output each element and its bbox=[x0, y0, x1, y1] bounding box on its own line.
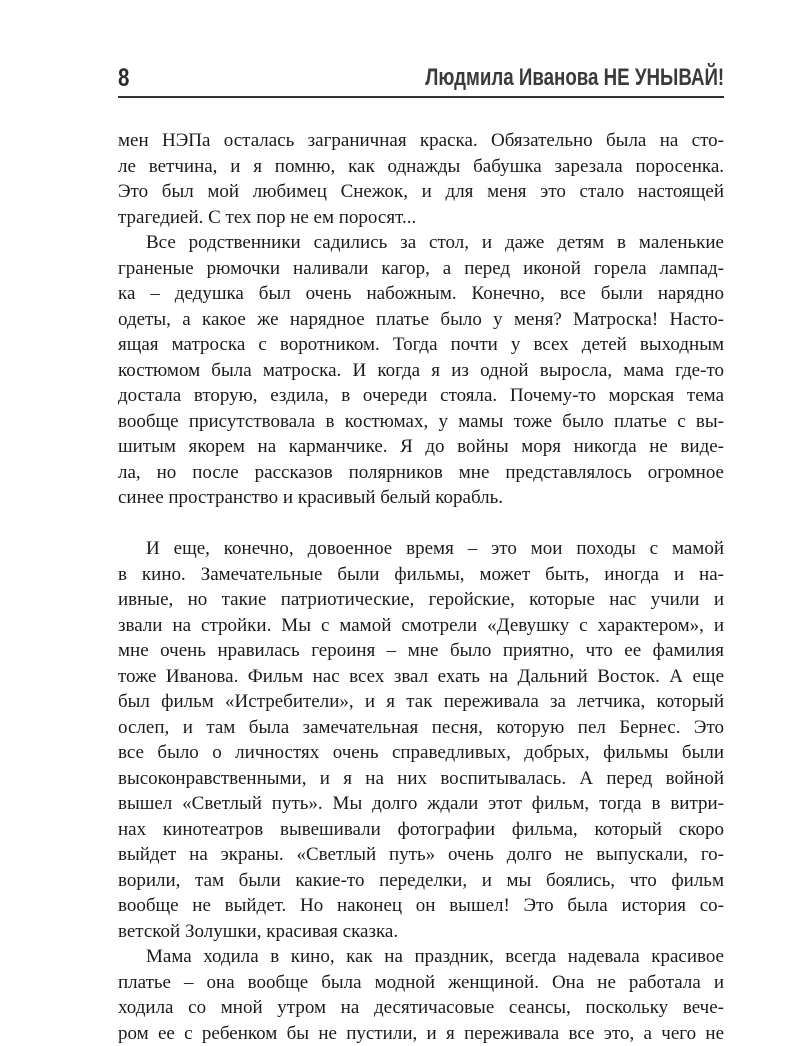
text-line: тоже Иванова. Фильм нас всех звал ехать на Дальний Восток. А еще bbox=[118, 664, 724, 690]
running-header bbox=[118, 58, 724, 98]
text-line: Мама ходила в кино, как на праздник, всегда надевала красивое bbox=[118, 944, 724, 970]
running-header-title: Людмила Иванова НЕ УНЫВАЙ! bbox=[425, 64, 724, 92]
text-line: ла, но после рассказов полярников мне представлялось огромное bbox=[118, 460, 724, 486]
text-line: трагедией. С тех пор не ем поросят... bbox=[118, 205, 724, 231]
paragraph bbox=[118, 230, 724, 511]
text-line: вообще присутствовала в костюмах, у мамы тоже было платье с вы- bbox=[118, 409, 724, 435]
text-line: вообще не выйдет. Но наконец он вышел! Это была история со- bbox=[118, 893, 724, 919]
text-line: высоконравственными, и я на них воспитывалась. А перед войной bbox=[118, 766, 724, 792]
text-line: граненые рюмочки наливали кагор, а перед иконой горела лампад- bbox=[118, 256, 724, 282]
paragraph bbox=[118, 944, 724, 1046]
text-line: ворили, там были какие-то переделки, и мы боялись, что фильм bbox=[118, 868, 724, 894]
text-line: звали на стройки. Мы с мамой смотрели «Девушку с характером», и bbox=[118, 613, 724, 639]
text-line: И еще, конечно, довоенное время – это мои походы с мамой bbox=[118, 536, 724, 562]
text-line: в кино. Замечательные были фильмы, может быть, иногда и на- bbox=[118, 562, 724, 588]
paragraph-gap bbox=[118, 511, 724, 537]
text-line: ослеп, и там была замечательная песня, которую пел Бернес. Это bbox=[118, 715, 724, 741]
text-line: нах кинотеатров вывешивали фотографии фильма, который скоро bbox=[118, 817, 724, 843]
paragraph bbox=[118, 536, 724, 944]
text-line: Все родственники садились за стол, и даже детям в маленькие bbox=[118, 230, 724, 256]
text-line: был фильм «Истребители», и я так переживала за летчика, который bbox=[118, 689, 724, 715]
header-rule bbox=[118, 96, 724, 98]
text-line: ка – дедушка был очень набожным. Конечно, все были нарядно bbox=[118, 281, 724, 307]
page-number: 8 bbox=[118, 64, 129, 92]
text-line: одеты, а какое же нарядное платье было у меня? Матроска! Насто- bbox=[118, 307, 724, 333]
text-line: костюмом была матроска. И когда я из одной выросла, мама где-то bbox=[118, 358, 724, 384]
text-line: платье – она вообще была модной женщиной. Она не работала и bbox=[118, 970, 724, 996]
text-line: ветской Золушки, красивая сказка. bbox=[118, 919, 724, 945]
text-line: шитым якорем на карманчике. Я до войны моря никогда не виде- bbox=[118, 434, 724, 460]
text-line: выйдет на экраны. «Светлый путь» очень долго не выпускали, го- bbox=[118, 842, 724, 868]
text-line: достала вторую, ездила, в очереди стояла. Почему-то морская тема bbox=[118, 383, 724, 409]
text-line: ящая матроска с воротником. Тогда почти у всех детей выходным bbox=[118, 332, 724, 358]
text-line: синее пространство и красивый белый корабль. bbox=[118, 485, 724, 511]
text-line: ивные, но такие патриотические, геройские, которые нас учили и bbox=[118, 587, 724, 613]
text-line: вышел «Светлый путь». Мы долго ждали этот фильм, тогда в витри- bbox=[118, 791, 724, 817]
text-line: все было о личностях очень справедливых, добрых, фильмы были bbox=[118, 740, 724, 766]
text-line: ром ее с ребенком бы не пустили, и я переживала все это, а чего не bbox=[118, 1021, 724, 1046]
text-line: ле ветчина, и я помню, как однажды бабушка зарезала поросенка. bbox=[118, 154, 724, 180]
text-line: Это был мой любимец Снежок, и для меня это стало настоящей bbox=[118, 179, 724, 205]
text-line: ходила со мной утром на десятичасовые сеансы, поскольку вече- bbox=[118, 995, 724, 1021]
paragraph bbox=[118, 128, 724, 230]
text-line: мне очень нравилась героиня – мне было приятно, что ее фамилия bbox=[118, 638, 724, 664]
text-line: мен НЭПа осталась заграничная краска. Обязательно была на сто- bbox=[118, 128, 724, 154]
body-text bbox=[118, 128, 724, 1046]
